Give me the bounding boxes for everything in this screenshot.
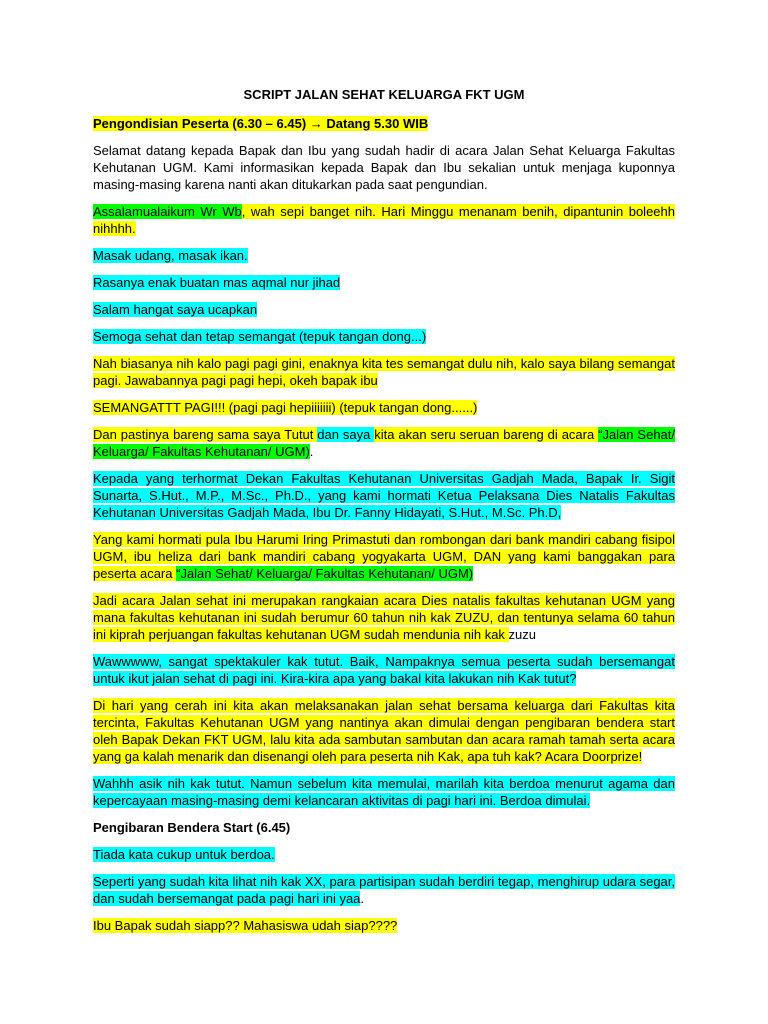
dan-text-b: dan saya [317,427,375,442]
event-name-text: “Jalan Sehat/ Keluarga/ Fakultas Kehutanan/ UGM) [176,566,474,581]
yang-paragraph [93,531,675,582]
seperti-text: Seperti yang sudah kita lihat nih kak XX, para partisipan sudah berdiri tegap, menghirup udara segar, dan sudah bersemangat pada pagi hari ini yaa [93,874,675,906]
section-heading-2: Pengibaran Bendera Start (6.45) [93,820,291,835]
kepada-paragraph [93,470,675,521]
waw-paragraph [93,653,675,687]
document-page [93,86,675,944]
seperti-text-end: . [360,891,365,906]
waw-text: Wawwwww, sangat spektakuler kak tutut. Baik, Nampaknya semua peserta sudah bersemangat untuk ikut jalan sehat di pagi ini. Kira-kira apa yang bakal kita lakukan nih Kak tutut? [93,654,675,686]
section-heading [93,115,675,132]
semoga-text: Semoga sehat dan tetap semangat (tepuk tangan dong...) [93,329,427,344]
salam-text: Assalamualaikum Wr Wb [93,204,242,219]
yang-text: Yang kami hormati pula Ibu Harumi Iring Primastuti dan rombongan dari bank mandiri cabang fisipol UGM, ibu heliza dari bank mandiri cabang yogyakarta UGM, DAN yang kami banggakan para peserta acara [93,532,675,581]
jadi-text: Jadi acara Jalan sehat ini merupakan rangkaian acara Dies natalis fakultas kehutanan UGM yang mana fakultas kehutanan ini sudah berumur 60 tahun nih kak ZUZU, dan tentunya selama 60 tahun ini kiprah perjuangan fakultas kehutanan UGM sudah mendunia nih kak [93,593,675,642]
masak-text: Masak udang, masak ikan. [93,248,248,263]
section-heading-text: Pengondisian Peserta (6.30 – 6.45) → Datang 5.30 WIB [93,116,429,131]
jadi-text-end: zuzu [508,627,537,642]
nah-text: Nah biasanya nih kalo pagi pagi gini, enaknya kita tes semangat dulu nih, kalo saya bilang semangat pagi. Jawabannya pagi pagi hepi, okeh bapak ibu [93,356,675,388]
ibu-line [93,917,675,934]
tiada-text: Tiada kata cukup untuk berdoa. [93,847,275,862]
jadi-paragraph [93,592,675,643]
salam-paragraph [93,203,675,237]
salam-hangat-text: Salam hangat saya ucapkan [93,302,258,317]
dan-text-end: . [309,444,314,459]
salam-hangat-line [93,301,675,318]
semangat-text: SEMANGATTT PAGI!!! (pagi pagi hepiiiiiii) (tepuk tangan dong......) [93,400,478,415]
welcome-paragraph: Selamat datang kepada Bapak dan Ibu yang sudah hadir di acara Jalan Sehat Keluarga Fakultas Kehutanan UGM. Kami informasikan kepada Bapak dan Ibu sekalian untuk menjaga kuponnya masing-masing karena nanti akan ditukarkan pada saat pengundian. [93,143,675,192]
ibu-text: Ibu Bapak sudah siapp?? Mahasiswa udah siap???? [93,918,398,933]
semoga-line [93,328,675,345]
masak-line [93,247,675,264]
event-name-text: “Jalan Sehat/ Keluarga/ Fakultas Kehutanan/ UGM) [93,427,676,459]
kepada-text: Kepada yang terhormat Dekan Fakultas Kehutanan Universitas Gadjah Mada, Bapak Ir. Sigit Sunarta, S.Hut., M.P., M.Sc., Ph.D., yang kami hormati Ketua Pelaksana Dies Natalis Fakultas Kehutanan Universitas Gadjah Mada, Ibu Dr. Fanny Hidayati, S.Hut., M.Sc. Ph.D, [93,471,675,520]
nah-paragraph [93,355,675,389]
salam-continuation: , wah sepi banget nih. Hari Minggu menanam benih, dipantunin boleehh nihhhh. [93,204,675,236]
dan-paragraph [93,426,675,460]
dan-text-a: Dan pastinya bareng sama saya Tutut [93,427,318,442]
semangat-line [93,399,675,416]
rasanya-line [93,274,675,291]
wahhh-text: Wahhh asik nih kak tutut. Namun sebelum kita memulai, marilah kita berdoa menurut agama dan kepercayaan masing-masing demi kelancaran aktivitas di pagi hari ini. Berdoa dimulai. [93,776,675,808]
dan-text-c: kita akan seru seruan bareng di acara [374,427,599,442]
tiada-line [93,846,675,863]
di-hari-text: Di hari yang cerah ini kita akan melaksanakan jalan sehat bersama keluarga dari Fakultas kita tercinta, Fakultas Kehutanan UGM yang nantinya akan dimulai dengan pengibaran bendera start oleh Bapak Dekan FKT UGM, lalu kita ada sambutan sambutan dan acara ramah tamah serta acara yang ga kalah menarik dan disenangi oleh para peserta nih Kak, apa tuh kak? Acara Doorprize! [93,698,675,764]
seperti-paragraph [93,873,675,907]
di-hari-paragraph [93,697,675,765]
rasanya-text: Rasanya enak buatan mas aqmal nur jihad [93,275,341,290]
page-title: SCRIPT JALAN SEHAT KELUARGA FKT UGM [243,87,525,102]
wahhh-paragraph [93,775,675,809]
